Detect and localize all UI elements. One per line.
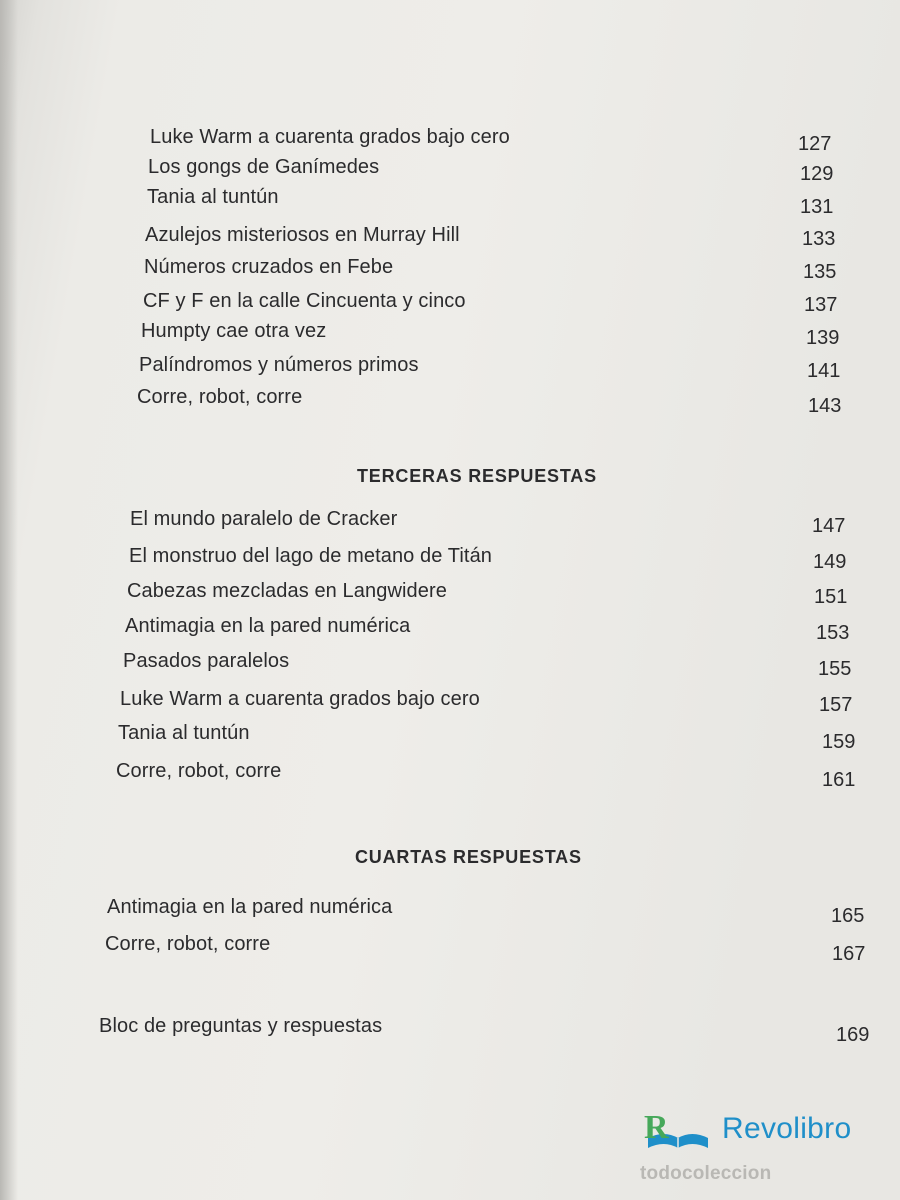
- toc-entry-title: Humpty cae otra vez: [141, 320, 327, 342]
- toc-entry-title: Corre, robot, corre: [137, 386, 303, 408]
- toc-entry-page-number: 133: [802, 228, 836, 250]
- toc-entry-page-number: 127: [798, 133, 832, 155]
- toc-entry-title: Números cruzados en Febe: [144, 256, 394, 278]
- toc-entry-title: CF y F en la calle Cincuenta y cinco: [143, 290, 466, 312]
- toc-entry-title: Luke Warm a cuarenta grados bajo cero: [120, 688, 480, 710]
- open-book-icon: [642, 1108, 714, 1152]
- toc-entry-title: Tania al tuntún: [147, 186, 279, 208]
- page-gutter-shadow: [0, 0, 18, 1200]
- toc-entry-title: Luke Warm a cuarenta grados bajo cero: [150, 126, 510, 148]
- logo-letter: R: [644, 1109, 669, 1146]
- toc-entry-title: Bloc de preguntas y respuestas: [99, 1015, 383, 1037]
- toc-entry-page-number: 167: [832, 943, 866, 965]
- toc-entry-page-number: 169: [836, 1024, 870, 1046]
- toc-entry-title: Azulejos misteriosos en Murray Hill: [145, 224, 460, 246]
- toc-entry-page-number: 149: [813, 551, 847, 573]
- revolibro-watermark: [642, 1108, 892, 1152]
- site-name: todocoleccion: [640, 1163, 772, 1184]
- toc-entry-page-number: 139: [806, 327, 840, 349]
- section-heading: TERCERAS RESPUESTAS: [357, 466, 597, 486]
- toc-entry-page-number: 147: [812, 515, 846, 537]
- toc-entry-title: Corre, robot, corre: [116, 760, 282, 782]
- toc-entry-title: Antimagia en la pared numérica: [125, 615, 411, 637]
- brand-name: Revolibro: [722, 1112, 852, 1145]
- toc-entry-page-number: 157: [819, 694, 853, 716]
- toc-entry-page-number: 151: [814, 586, 848, 608]
- section-heading: CUARTAS RESPUESTAS: [355, 847, 582, 867]
- toc-entry-title: Los gongs de Ganímedes: [148, 156, 380, 178]
- toc-entry-title: Corre, robot, corre: [105, 933, 271, 955]
- toc-entry-title: Tania al tuntún: [118, 722, 250, 744]
- toc-entry-page-number: 131: [800, 196, 834, 218]
- toc-entry-title: Palíndromos y números primos: [139, 354, 419, 376]
- toc-entry-title: El mundo paralelo de Cracker: [130, 508, 398, 530]
- toc-entry-page-number: 143: [808, 395, 842, 417]
- toc-entry-page-number: 129: [800, 163, 834, 185]
- toc-entry-page-number: 161: [822, 769, 856, 791]
- toc-entry-page-number: 135: [803, 261, 837, 283]
- toc-entry-page-number: 155: [818, 658, 852, 680]
- toc-entry-page-number: 159: [822, 731, 856, 753]
- toc-entry-title: Cabezas mezcladas en Langwidere: [127, 580, 447, 602]
- toc-entry-page-number: 165: [831, 905, 865, 927]
- toc-entry-page-number: 137: [804, 294, 838, 316]
- toc-entry-title: Pasados paralelos: [123, 650, 290, 672]
- toc-entry-page-number: 153: [816, 622, 850, 644]
- toc-entry-page-number: 141: [807, 360, 841, 382]
- toc-entry-title: El monstruo del lago de metano de Titán: [129, 545, 493, 567]
- toc-entry-title: Antimagia en la pared numérica: [107, 896, 393, 918]
